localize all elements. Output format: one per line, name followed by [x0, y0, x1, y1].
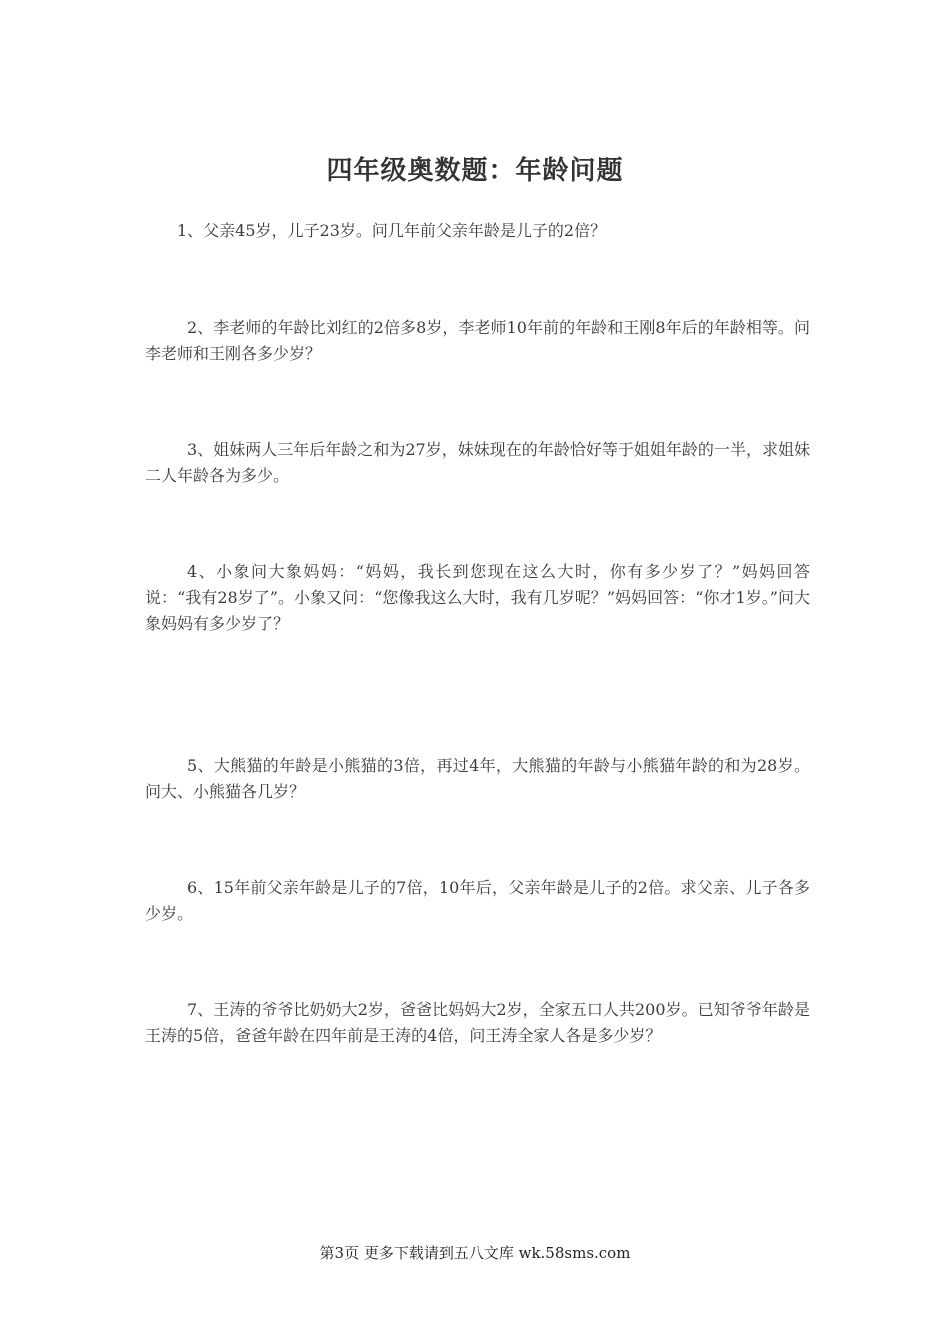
question-6: 6、15年前父亲年龄是儿子的7倍，10年后，父亲年龄是儿子的2倍。求父亲、儿子各多少岁。 — [145, 878, 810, 923]
question-3: 3、姐妹两人三年后年龄之和为27岁，妹妹现在的年龄恰好等于姐姐年龄的一半，求姐妹二人年龄各为多少。 — [145, 440, 810, 485]
page-footer: 第3页 更多下载请到五八文库 wk.58sms.com — [319, 1244, 631, 1262]
question-7: 7、王涛的爷爷比奶奶大2岁，爸爸比妈妈大2岁，全家五口人共200岁。已知爷爷年龄是王涛的5倍，爸爸年龄在四年前是王涛的4倍，问王涛全家人各是多少岁？ — [145, 1000, 810, 1045]
question-1: 1、父亲45岁，儿子23岁。问几年前父亲年龄是儿子的2倍？ — [177, 221, 607, 240]
question-5: 5、大熊猫的年龄是小熊猫的3倍，再过4年，大熊猫的年龄与小熊猫年龄的和为28岁。问大、小熊猫各几岁？ — [145, 756, 810, 801]
question-2: 2、李老师的年龄比刘红的2倍多8岁，李老师10年前的年龄和王刚8年后的年龄相等。问李老师和王刚各多少岁？ — [145, 318, 810, 363]
page-title: 四年级奥数题：年龄问题 — [326, 156, 624, 186]
question-4: 4、小象问大象妈妈：“妈妈，我长到您现在这么大时，你有多少岁了？”妈妈回答说：“我有28岁了”。小象又问：“您像我这么大时，我有几岁呢？”妈妈回答：“你才1岁。”问大象妈妈有多少岁了？ — [145, 562, 810, 633]
